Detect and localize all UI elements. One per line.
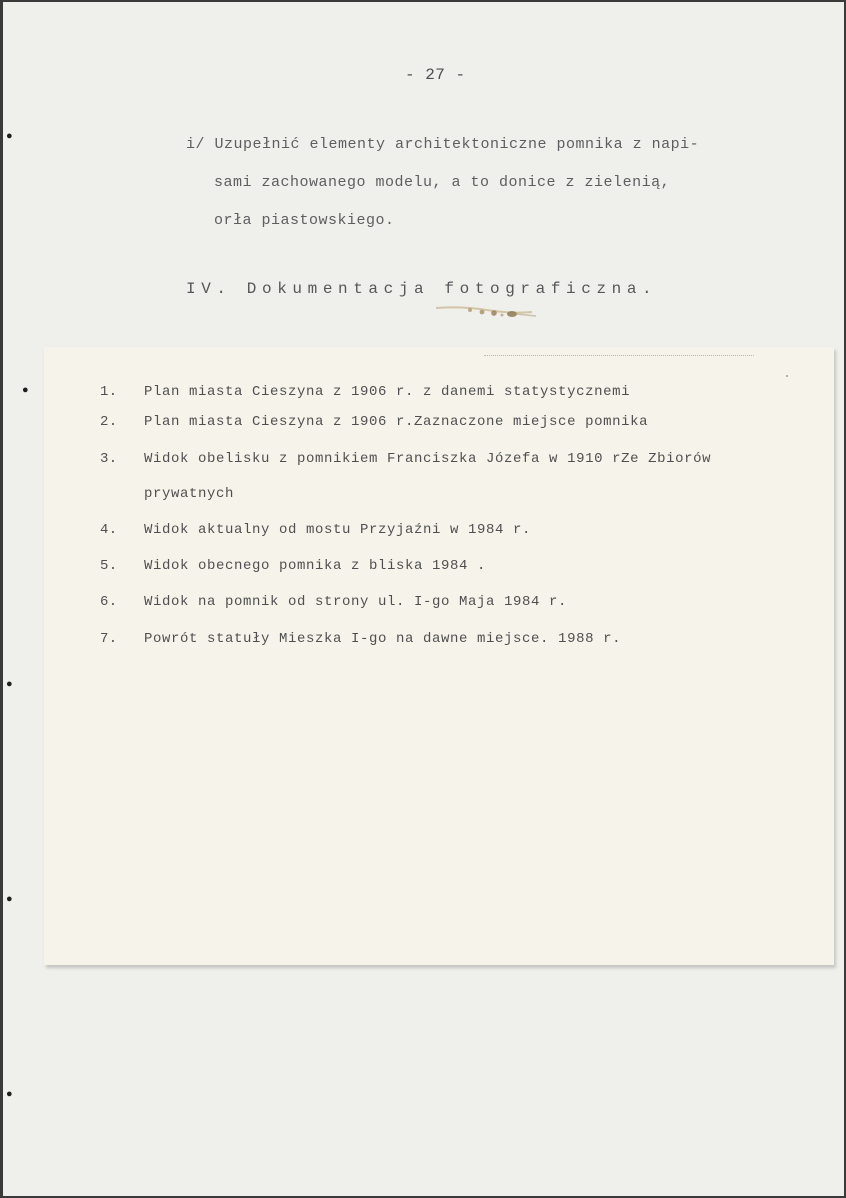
list-item <box>44 631 834 653</box>
list-item-text: Widok obecnego pomnika z bliska 1984 . <box>144 558 487 574</box>
list-item-text: Plan miasta Cieszyna z 1906 r.Zaznaczone miejsce pomnika <box>144 414 649 430</box>
list-item-number: 7. <box>100 631 118 647</box>
list-item <box>44 558 834 580</box>
list-item <box>44 594 834 616</box>
list-item <box>44 414 834 436</box>
list-item-text: prywatnych <box>144 486 235 502</box>
list-item-number: 2. <box>100 414 118 430</box>
list-item-number: 4. <box>100 522 118 538</box>
list-item <box>44 486 834 508</box>
page-number: - 27 - <box>405 66 466 84</box>
list-item-text: Widok obelisku z pomnikiem Franciszka Józefa w 1910 rZe Zbiorów <box>144 451 712 467</box>
dotted-rule <box>484 355 754 356</box>
binder-hole-mark-icon: ● <box>6 894 13 906</box>
section-heading: IV. Dokumentacja fotograficzna. <box>186 280 658 298</box>
list-item-number: 6. <box>100 594 118 610</box>
list-item-number: 1. <box>100 384 118 400</box>
binder-hole-mark-icon: ● <box>6 1089 13 1101</box>
binder-hole-mark-icon: ● <box>6 131 13 143</box>
list-item-text: Widok aktualny od mostu Przyjaźni w 1984 r. <box>144 522 532 538</box>
list-item-number: 3. <box>100 451 118 467</box>
paper-speck <box>786 375 788 377</box>
list-item <box>44 522 834 544</box>
binder-hole-mark-icon: ● <box>22 385 29 397</box>
item-i-line-3: orła piastowskiego. <box>214 212 395 229</box>
list-item <box>44 451 834 473</box>
item-i-line-1: i/ Uzupełnić elementy architektoniczne pomnika z napi- <box>186 136 700 153</box>
list-item-text: Powrót statuły Mieszka I-go na dawne miejsce. 1988 r. <box>144 631 622 647</box>
list-item <box>44 384 834 406</box>
list-item-text: Plan miasta Cieszyna z 1906 r. z danemi statystycznemi <box>144 384 631 400</box>
item-i-line-2: sami zachowanego modelu, a to donice z zielenią, <box>214 174 671 191</box>
list-item-text: Widok na pomnik od strony ul. I-go Maja 1984 r. <box>144 594 568 610</box>
ink-stain-icon <box>432 302 542 322</box>
binder-hole-mark-icon: ● <box>6 679 13 691</box>
pasted-photo-list-sheet <box>44 347 834 965</box>
list-item-number: 5. <box>100 558 118 574</box>
